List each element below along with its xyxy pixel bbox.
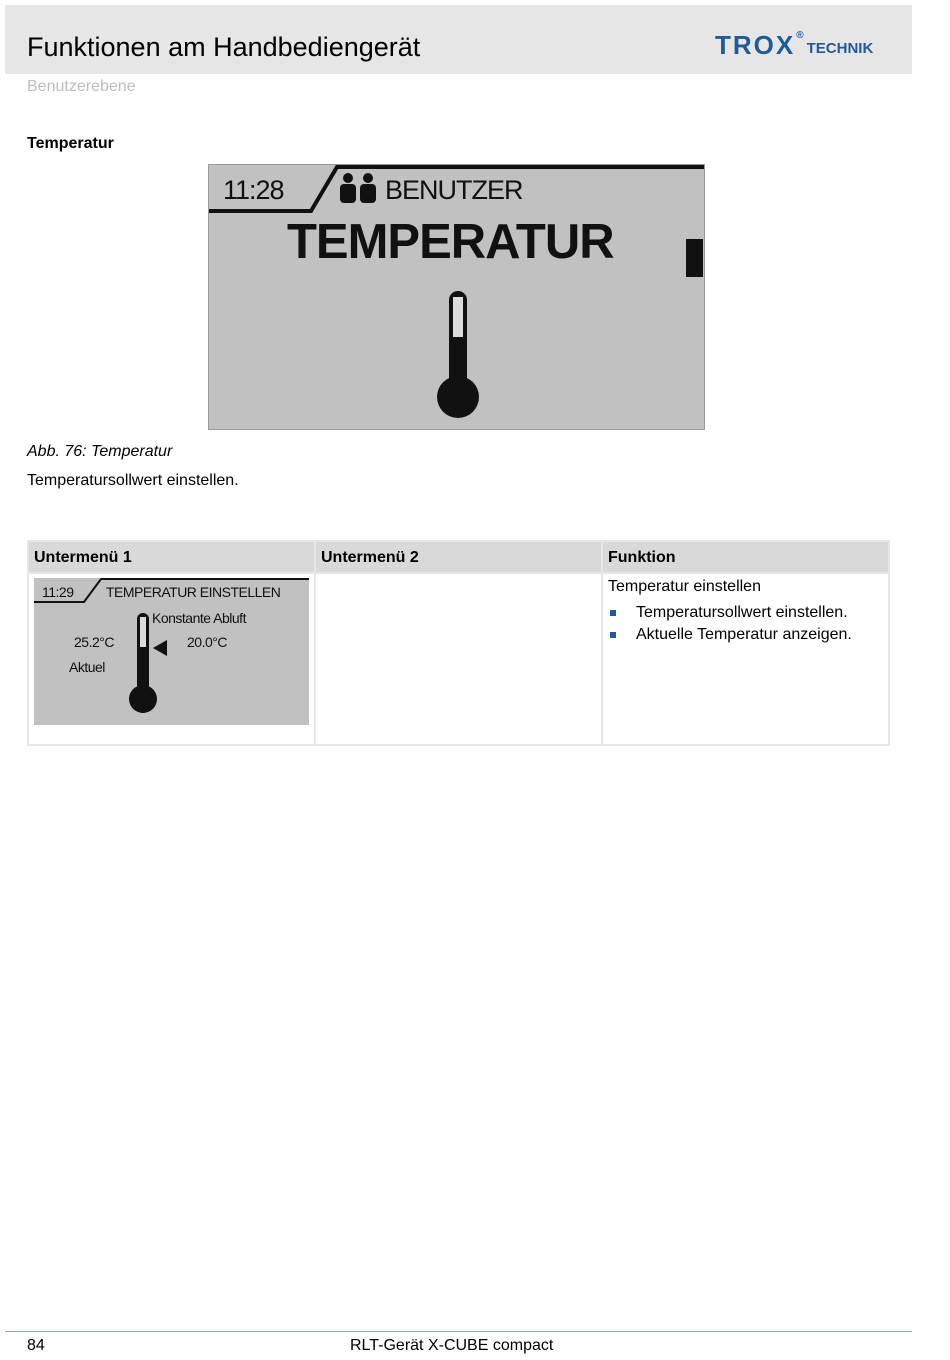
submenu-table [27, 540, 890, 746]
small-display-time: 11:29 [42, 584, 74, 600]
small-display-title: TEMPERATUR EINSTELLEN [106, 584, 281, 600]
function-title: Temperatur einstellen [608, 578, 761, 595]
display-time: 11:28 [223, 175, 284, 205]
small-thermometer-icon [129, 613, 157, 713]
list-item: Aktuelle Temperatur anzeigen. [608, 626, 883, 644]
page-subtitle: Benutzerebene [27, 78, 136, 95]
display-user-level: BENUTZER [385, 175, 523, 205]
thermometer-icon [437, 291, 479, 418]
display-screenshot-temperature-settings [34, 578, 309, 725]
function-list [608, 604, 883, 644]
logo-registered-mark: ® [796, 30, 804, 41]
header-submenu-1: Untermenü 1 [28, 541, 315, 573]
footer-divider [5, 1331, 912, 1332]
cell-submenu-2 [315, 573, 602, 745]
intro-text: Temperatursollwert einstellen. [27, 472, 239, 489]
header-function: Funktion [602, 541, 889, 573]
setpoint-temperature-value: 20.0°C [187, 634, 227, 650]
cell-submenu-1 [28, 573, 315, 745]
scroll-indicator [686, 239, 703, 277]
table-header-row [28, 541, 889, 573]
header-submenu-2: Untermenü 2 [315, 541, 602, 573]
figure-caption: Abb. 76: Temperatur [27, 443, 173, 460]
logo-word: TROX [715, 30, 796, 60]
trox-logo [715, 30, 873, 58]
small-display-mode: Konstante Abluft [152, 610, 246, 626]
list-item: Temperatursollwert einstellen. [608, 604, 883, 622]
setpoint-pointer-icon [153, 640, 167, 656]
display-screenshot-temperature [208, 164, 705, 430]
table-row [28, 573, 889, 745]
document-title: RLT-Gerät X-CUBE compact [350, 1337, 554, 1354]
actual-temperature-value: 25.2°C [74, 634, 114, 650]
users-icon [340, 173, 376, 203]
actual-label: Aktuel [69, 659, 105, 675]
section-heading: Temperatur [27, 135, 114, 152]
logo-subtitle: TECHNIK [806, 40, 874, 57]
display-heading: TEMPERATUR [287, 215, 614, 269]
cell-function [602, 573, 889, 745]
small-display-graphics [34, 578, 309, 725]
page-title: Funktionen am Handbediengerät [27, 32, 421, 62]
page-number: 84 [27, 1337, 45, 1354]
